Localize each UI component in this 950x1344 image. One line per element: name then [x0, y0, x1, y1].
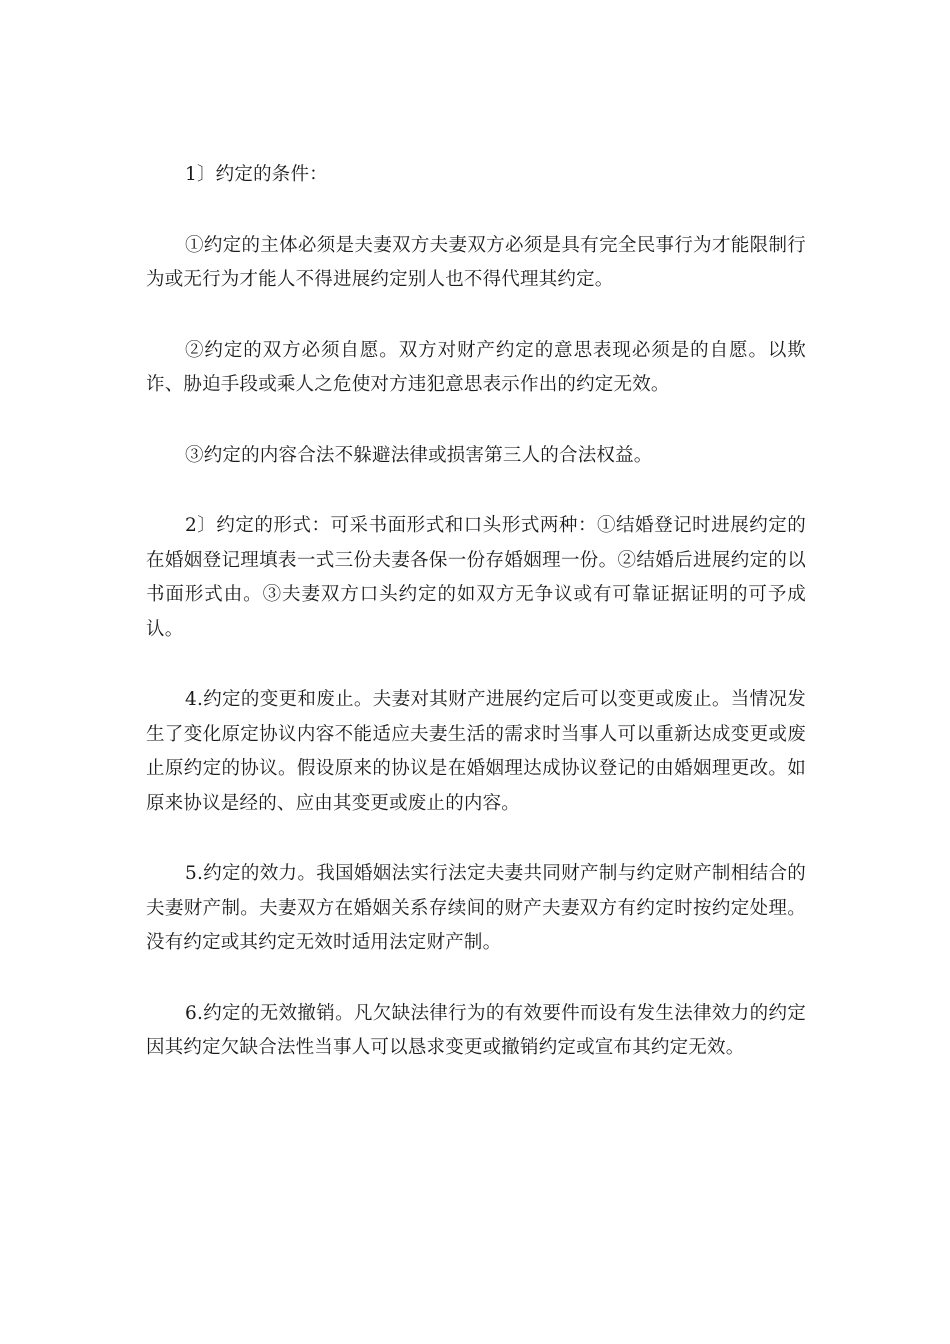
- paragraph-condition-voluntary: ②约定的双方必须自愿。双方对财产约定的意思表现必须是的自愿。以欺诈、胁迫手段或乘人之危使对方违犯意思表示作出的约定无效。: [146, 339, 806, 395]
- paragraph-effect: 5.约定的效力。我国婚姻法实行法定夫妻共同财产制与约定财产制相结合的夫妻财产制。夫妻双方在婚姻关系存续间的财产夫妻双方有约定时按约定处理。没有约定或其约定无效时适用法定财产制。: [146, 863, 806, 953]
- paragraph-condition-legal-content: ③约定的内容合法不躲避法律或损害第三人的合法权益。: [185, 444, 653, 466]
- paragraph-invalid-revoke: 6.约定的无效撤销。凡欠缺法律行为的有效要件而设有发生法律效力的约定因其约定欠缺合法性当事人可以恳求变更或撤销约定或宣布其约定无效。: [146, 1002, 806, 1058]
- document-body: [146, 158, 806, 1102]
- paragraph-conditions-heading: 1〕约定的条件：: [185, 164, 328, 185]
- paragraph-form: 2〕约定的形式：可采书面形式和口头形式两种：①结婚登记时进展约定的在婚姻登记理填表一式三份夫妻各保一份存婚姻理一份。②结婚后进展约定的以书面形式由。③夫妻双方口头约定的如双方无争议或有可靠证据证明的可予成认。: [146, 515, 806, 640]
- paragraph-condition-subject: ①约定的主体必须是夫妻双方夫妻双方必须是具有完全民事行为才能限制行为或无行为才能人不得进展约定别人也不得代理其约定。: [146, 234, 806, 290]
- paragraph-change-and-abolish: 4.约定的变更和废止。夫妻对其财产进展约定后可以变更或废止。当情况发生了变化原定协议内容不能适应夫妻生活的需求时当事人可以重新达成变更或废止原约定的协议。假设原来的协议是在婚姻理达成协议登记的由婚姻理更改。如原来协议是经的、应由其变更或废止的内容。: [146, 689, 806, 814]
